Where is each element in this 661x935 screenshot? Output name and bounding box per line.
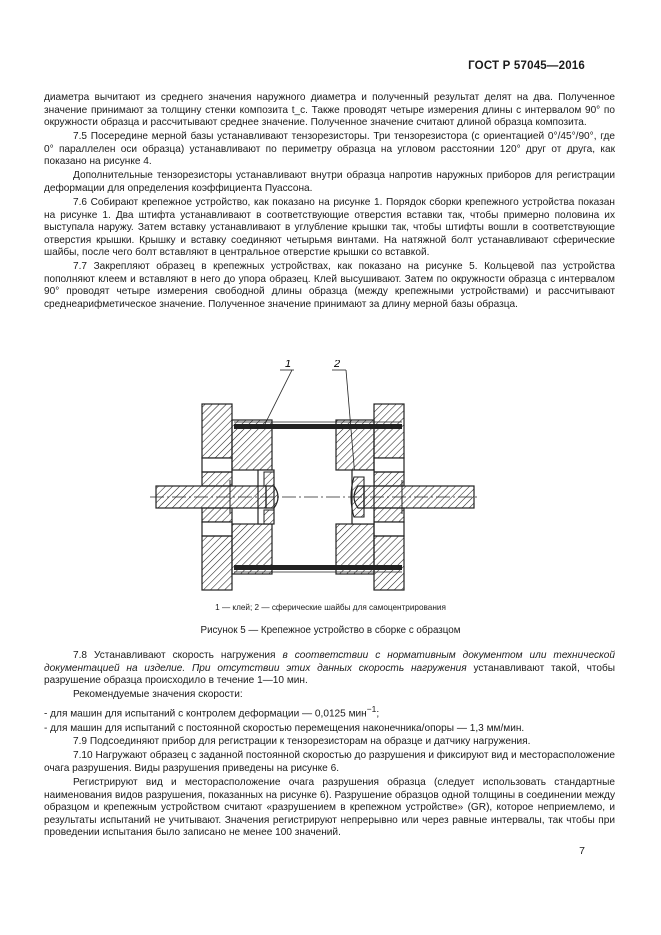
- label-2: 2: [334, 360, 341, 370]
- list-item-1-text: - для машин для испытаний с контролем деформации — 0,0125 мин: [44, 708, 367, 720]
- paragraph-7-7: 7.7 Закрепляют образец в крепежных устройствах, как показано на рисунке 5. Кольцевой паз устройства пополняют клеем и вставляют в него до упора образец. Клей высушивают. Затем по окружности образца с интервалом 90° проводят четыре измерения свободной длины образца (между крепежными устройствами) и рассчитывают среднеарифметическое значение. Полученное значение принимают за длину мерной базы образца.: [44, 261, 615, 311]
- label-1: 1: [285, 360, 292, 370]
- text-block-top: [44, 92, 615, 313]
- list-item-constant-speed: - для машин для испытаний с постоянной скоростью перемещения наконечника/опоры — 1,3 мм/мин.: [44, 722, 525, 734]
- fixture-drawing: [150, 360, 480, 600]
- document-code: ГОСТ Р 57045—2016: [468, 60, 585, 72]
- list-item-1-sup: −1: [366, 704, 377, 715]
- paragraph-registration: Регистрируют вид и месторасположение очага разрушения образца (следует использовать стандартные наименования видов разрушения, показанных на рисунке 6). Разрушение образцов одной толщины в соединении между образцом и крепежным устройством считают «разрушением в крепежном устройстве» (GR), которое неприемлемо, и результаты испытаний не учитывают. Значения регистрируют непрерывно или через равные интервалы, так чтобы при проведении испытания было записано не менее 100 значений.: [44, 777, 615, 839]
- paragraph-7-6: 7.6 Собирают крепежное устройство, как показано на рисунке 1. Порядок сборки крепежного устройства показан на рисунке 1. Два штифта устанавливают в соответствующие отверстия вставки так, чтобы примерно половина их выступала наружу. Затем вставку устанавливают в углубление крышки так, чтобы штифты вошли в соответствующие отверстия крышки. Крышку и вставку соединяют четырьмя винтами. На натяжной болт устанавливают сферические шайбы, после чего болт вставляют в центральное отверстие крышки со вставкой.: [44, 196, 615, 259]
- text-block-bottom: [44, 650, 615, 841]
- paragraph-thickness: [44, 92, 615, 130]
- paragraph-7-10: 7.10 Нагружают образец с заданной постоянной скоростью до разрушения и фиксируют вид и месторасположение очага разрушения. Виды разрушения приведены на рисунке 6.: [44, 750, 615, 775]
- p78-end: устанавливают такой, чтобы разрушение образца происходило в течение 1—10 мин.: [44, 662, 615, 687]
- list-item-strain-control: [44, 703, 615, 721]
- p78-start: 7.8 Устанавливают скорость нагружения: [73, 650, 283, 661]
- page-number: 7: [579, 845, 585, 857]
- figure-legend: 1 — клей; 2 — сферические шайбы для самоцентрирования: [215, 603, 446, 612]
- paragraph-poisson: Дополнительные тензорезисторы устанавливают внутри образца напротив наружных приборов для регистрации деформации для определения коэффициента Пуассона.: [44, 170, 615, 194]
- figure-fixture-assembly: [150, 360, 480, 600]
- paragraph-recommended: Рекомендуемые значения скорости:: [73, 689, 243, 701]
- paragraph-thickness-text: диаметра вычитают из среднего значения наружного диаметра и полученный результат делят на два. Полученное значение принимают за толщину стенки композита t_c. Также проводят четыре измерения длины с интервалом 90° по окружности образца и рассчитывают среднее значение. Полученное значение считают длиной образца композита.: [44, 92, 615, 129]
- leader-line-1: [264, 370, 292, 426]
- paragraph-7-5: 7.5 Посередине мерной базы устанавливают тензорезисторы. Три тензорезистора (с ориентацией 0°/45°/90°, где 0° параллелен оси образца) устанавливают по периметру образца на угловом расстоянии 120° друг от друга, как показано на рисунке 4.: [44, 131, 615, 168]
- list-item-1-end: ;: [376, 708, 380, 720]
- paragraph-7-9: 7.9 Подсоединяют прибор для регистрации к тензорезисторам на образце и датчику нагружения.: [73, 736, 531, 748]
- p78-italic: в соответствии с нормативным документом или технической документацией на изделие. При отсутствии этих данных скорость нагружения: [44, 650, 615, 674]
- paragraph-7-8: [44, 650, 615, 688]
- figure-caption: Рисунок 5 — Крепежное устройство в сборке с образцом: [200, 625, 461, 636]
